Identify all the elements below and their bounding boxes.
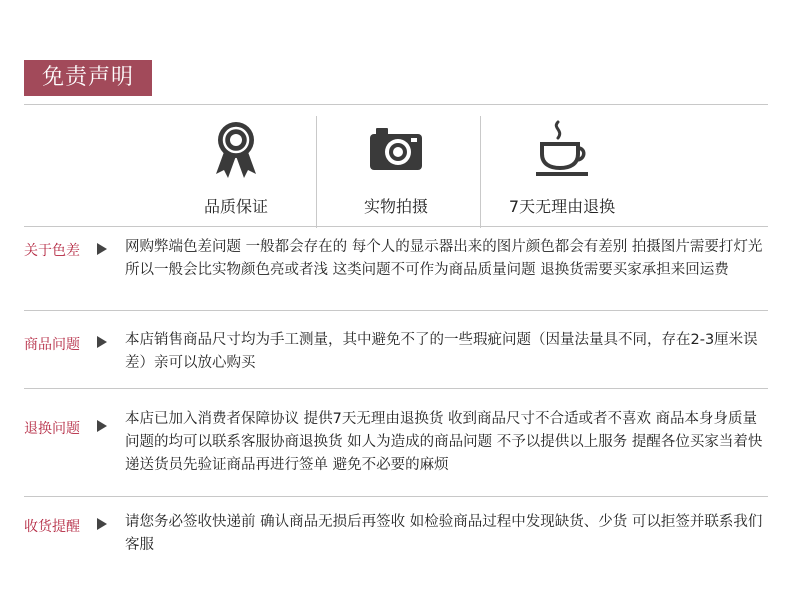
section-label: 商品问题	[24, 337, 80, 353]
feature-label-photo: 实物拍摄	[363, 197, 428, 216]
section-divider	[24, 310, 768, 311]
section-label: 收货提醒	[24, 519, 80, 535]
arrow-right-icon	[97, 518, 107, 530]
feature-separator	[480, 116, 481, 228]
section-text: 本店销售商品尺寸均为手工测量，其中避免不了的一些瑕疵问题（因量法量具不同，存在2-3厘米误差）亲可以放心购买	[125, 332, 758, 371]
section-text: 网购弊端色差问题 一般都会存在的 每个人的显示器出来的图片颜色都会有差别 拍摄图片需要打灯光 所以一般会比实物颜色亮或者浅 这类问题不可作为商品质量问题 退换货需要买家承担来回运费	[125, 239, 763, 278]
feature-return	[492, 118, 632, 217]
arrow-right-icon	[97, 243, 107, 255]
feature-label-return: 7天无理由退换	[508, 197, 616, 216]
section-label: 关于色差	[24, 243, 80, 259]
coffee-cup-icon	[532, 118, 592, 180]
section-label: 退换问题	[24, 421, 80, 437]
arrow-right-icon	[97, 336, 107, 348]
feature-separator	[316, 116, 317, 228]
award-ribbon-icon	[206, 118, 266, 180]
page-title: 免责声明	[24, 60, 152, 96]
section-text: 请您务必签收快递前 确认商品无损后再签收 如检验商品过程中发现缺货、少货 可以拒签并联系我们客服	[125, 514, 763, 553]
arrow-right-icon	[97, 420, 107, 432]
feature-photo	[336, 118, 456, 217]
camera-icon	[366, 118, 426, 180]
section-divider	[24, 496, 768, 497]
feature-label-quality: 品质保证	[203, 197, 268, 216]
title-divider	[24, 104, 768, 105]
section-text: 本店已加入消费者保障协议 提供7天无理由退换货 收到商品尺寸不合适或者不喜欢 商品本身身质量问题的均可以联系客服协商退换货 如人为造成的商品问题 不予以提供以上服务 提醒各位买家当着快递送货员先验证商品再进行签单 避免不必要的麻烦	[125, 411, 763, 473]
section-divider	[24, 226, 768, 227]
section-divider	[24, 388, 768, 389]
feature-quality	[176, 118, 296, 217]
